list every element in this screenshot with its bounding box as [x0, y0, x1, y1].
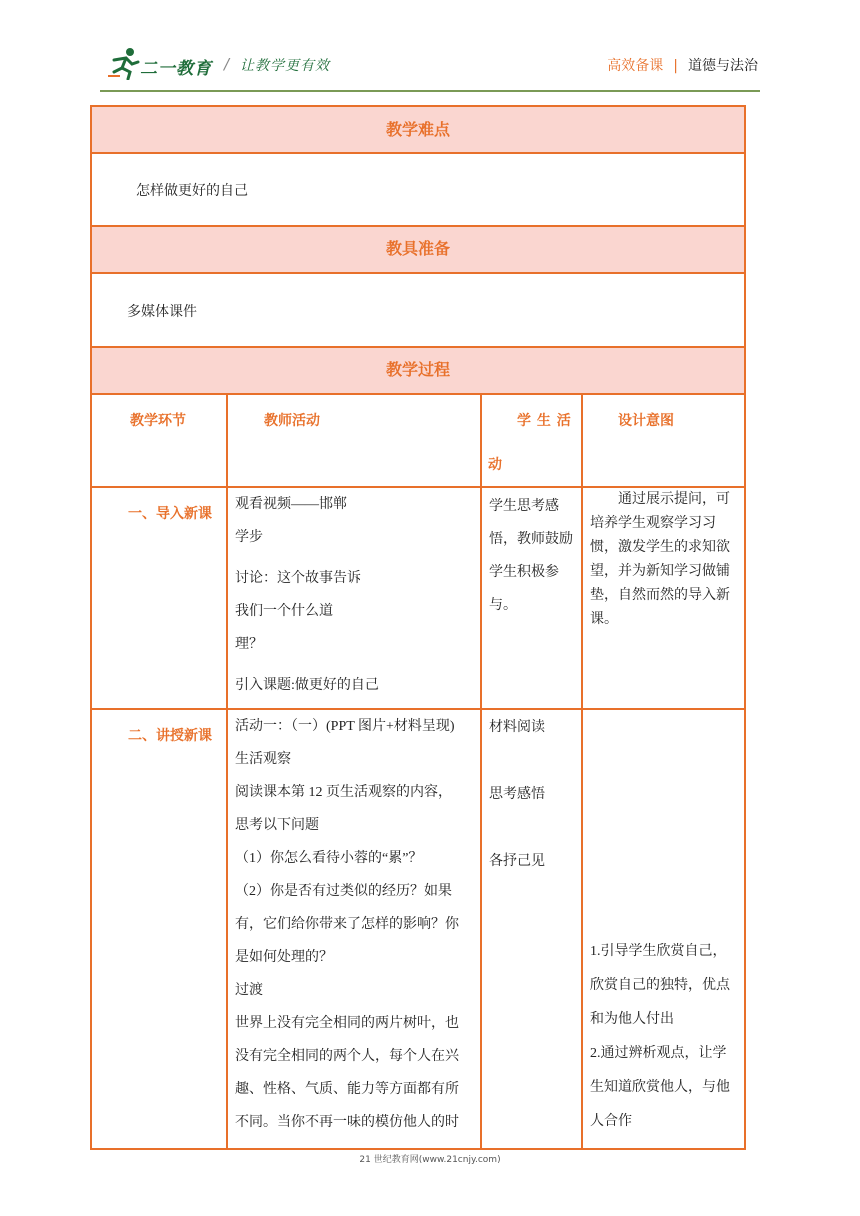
lesson-plan-table — [90, 105, 746, 1150]
row2-teacher-line: 有，它们给你带来了怎样的影响？你 — [235, 917, 459, 932]
runner-logo-icon — [106, 46, 140, 80]
row2-teacher-line: 世界上没有完全相同的两片树叶，也 — [235, 1016, 459, 1031]
difficulty-content: 怎样做更好的自己 — [136, 183, 248, 199]
col-divider-1 — [226, 395, 228, 1150]
col-divider-3 — [581, 395, 583, 1150]
row1-teacher — [235, 488, 475, 702]
row2-intent-line: 生知道欣赏他人，与他 — [590, 1080, 730, 1095]
materials-content-cell — [90, 274, 746, 348]
row2-teacher-line: （2）你是否有过类似的经历？如果 — [235, 884, 452, 899]
row1-intent-line: 惯，激发学生的求知欲 — [590, 540, 730, 555]
difficulty-title: 教学难点 — [385, 122, 450, 139]
row2-intent-line: 1.引导学生欣赏自己， — [590, 944, 727, 959]
row2-teacher-line: 过渡 — [235, 983, 263, 998]
row2-student-line: 思考感悟 — [489, 787, 545, 802]
col-divider-2 — [480, 395, 482, 1150]
difficulty-content-cell — [90, 154, 746, 227]
row1-student-line: 学生积极参 — [489, 565, 559, 580]
section-header-process — [90, 348, 746, 395]
slogan: 让教学更有效 — [240, 58, 330, 74]
row1-teacher-line: 引入课题:做更好的自己 — [235, 678, 379, 693]
row1-intent-line: 通过展示提问，可 — [618, 492, 730, 507]
row2-student — [489, 711, 579, 878]
row1-intent — [590, 488, 744, 632]
page-header — [0, 0, 860, 92]
row2-intent-line: 欣赏自己的独特，优点 — [590, 978, 730, 993]
row2-intent — [590, 935, 744, 1139]
row1-intent-line: 培养学生观察学习习 — [590, 516, 716, 531]
row2-teacher-line: 没有完全相同的两个人，每个人在兴 — [235, 1049, 459, 1064]
row1-teacher-line: 讨论：这个故事告诉 — [235, 571, 361, 586]
row2-intent-line: 和为他人付出 — [590, 1012, 674, 1027]
row1-student-line: 与。 — [489, 598, 517, 613]
brand-logo — [106, 46, 216, 82]
row1-student-line: 悟，教师鼓励 — [489, 532, 573, 547]
row2-student-line: 各抒己见 — [489, 854, 545, 869]
row2-teacher-line: 趣、性格、气质、能力等方面都有所 — [235, 1082, 459, 1097]
row1-teacher-line: 学步 — [235, 530, 263, 545]
row2-teacher-line: 阅读课本第 12 页生活观察的内容， — [235, 785, 452, 800]
process-title: 教学过程 — [385, 362, 450, 379]
row1-student-line: 学生思考感 — [489, 499, 559, 514]
section-header-difficulty — [90, 105, 746, 154]
header-right — [607, 55, 758, 75]
row2-intent-line: 2.通过辨析观点，让学 — [590, 1046, 727, 1061]
subject-label: 道德与法治 — [688, 58, 758, 74]
col-header-student-line2: 动 — [488, 456, 502, 472]
row1-teacher-line: 我们一个什么道 — [235, 604, 333, 619]
slogan-separator: / — [224, 55, 230, 73]
row1-student — [489, 490, 579, 622]
row2-teacher-line: 生活观察 — [235, 752, 291, 767]
materials-content: 多媒体课件 — [127, 304, 197, 320]
row2-teacher-line: （1）你怎么看待小蓉的“累”？ — [235, 851, 423, 866]
row1-intent-line: 望，并为新知学习做铺 — [590, 564, 730, 579]
col-header-teacher: 教师活动 — [264, 412, 320, 428]
category-label: 高效备课 — [607, 58, 664, 74]
row1-teacher-line: 观看视频——邯郸 — [235, 497, 347, 512]
row2-teacher-line: 是如何处理的？ — [235, 950, 333, 965]
page-footer: 21 世纪教育网(www.21cnjy.com) — [359, 1155, 501, 1165]
row2-teacher-line: 不同。当你不再一味的模仿他人的时 — [235, 1115, 459, 1130]
row1-teacher-line: 理？ — [235, 637, 263, 652]
row2-teacher-line: 思考以下问题 — [235, 818, 319, 833]
row2-stage: 二、讲授新课 — [128, 727, 212, 743]
col-header-intent: 设计意图 — [618, 412, 674, 428]
row2-student-line: 材料阅读 — [489, 720, 545, 735]
row1-intent-line: 垫，自然而然的导入新 — [590, 588, 730, 603]
col-header-student-line1: 学 生 活 — [517, 412, 571, 428]
row2-teacher-line: 活动一：（一）(PPT 图片+材料呈现) — [235, 719, 455, 734]
header-divider — [100, 90, 760, 92]
row1-intent-line: 课。 — [590, 612, 618, 627]
header-separator: | — [673, 58, 678, 74]
logo-text: 二一教育 — [140, 59, 212, 79]
row2-intent-line: 人合作 — [590, 1114, 632, 1129]
row1-stage: 一、导入新课 — [128, 505, 212, 521]
row2-teacher — [235, 710, 480, 1139]
section-header-materials — [90, 227, 746, 274]
col-header-stage: 教学环节 — [130, 412, 186, 428]
materials-title: 教具准备 — [385, 241, 450, 258]
